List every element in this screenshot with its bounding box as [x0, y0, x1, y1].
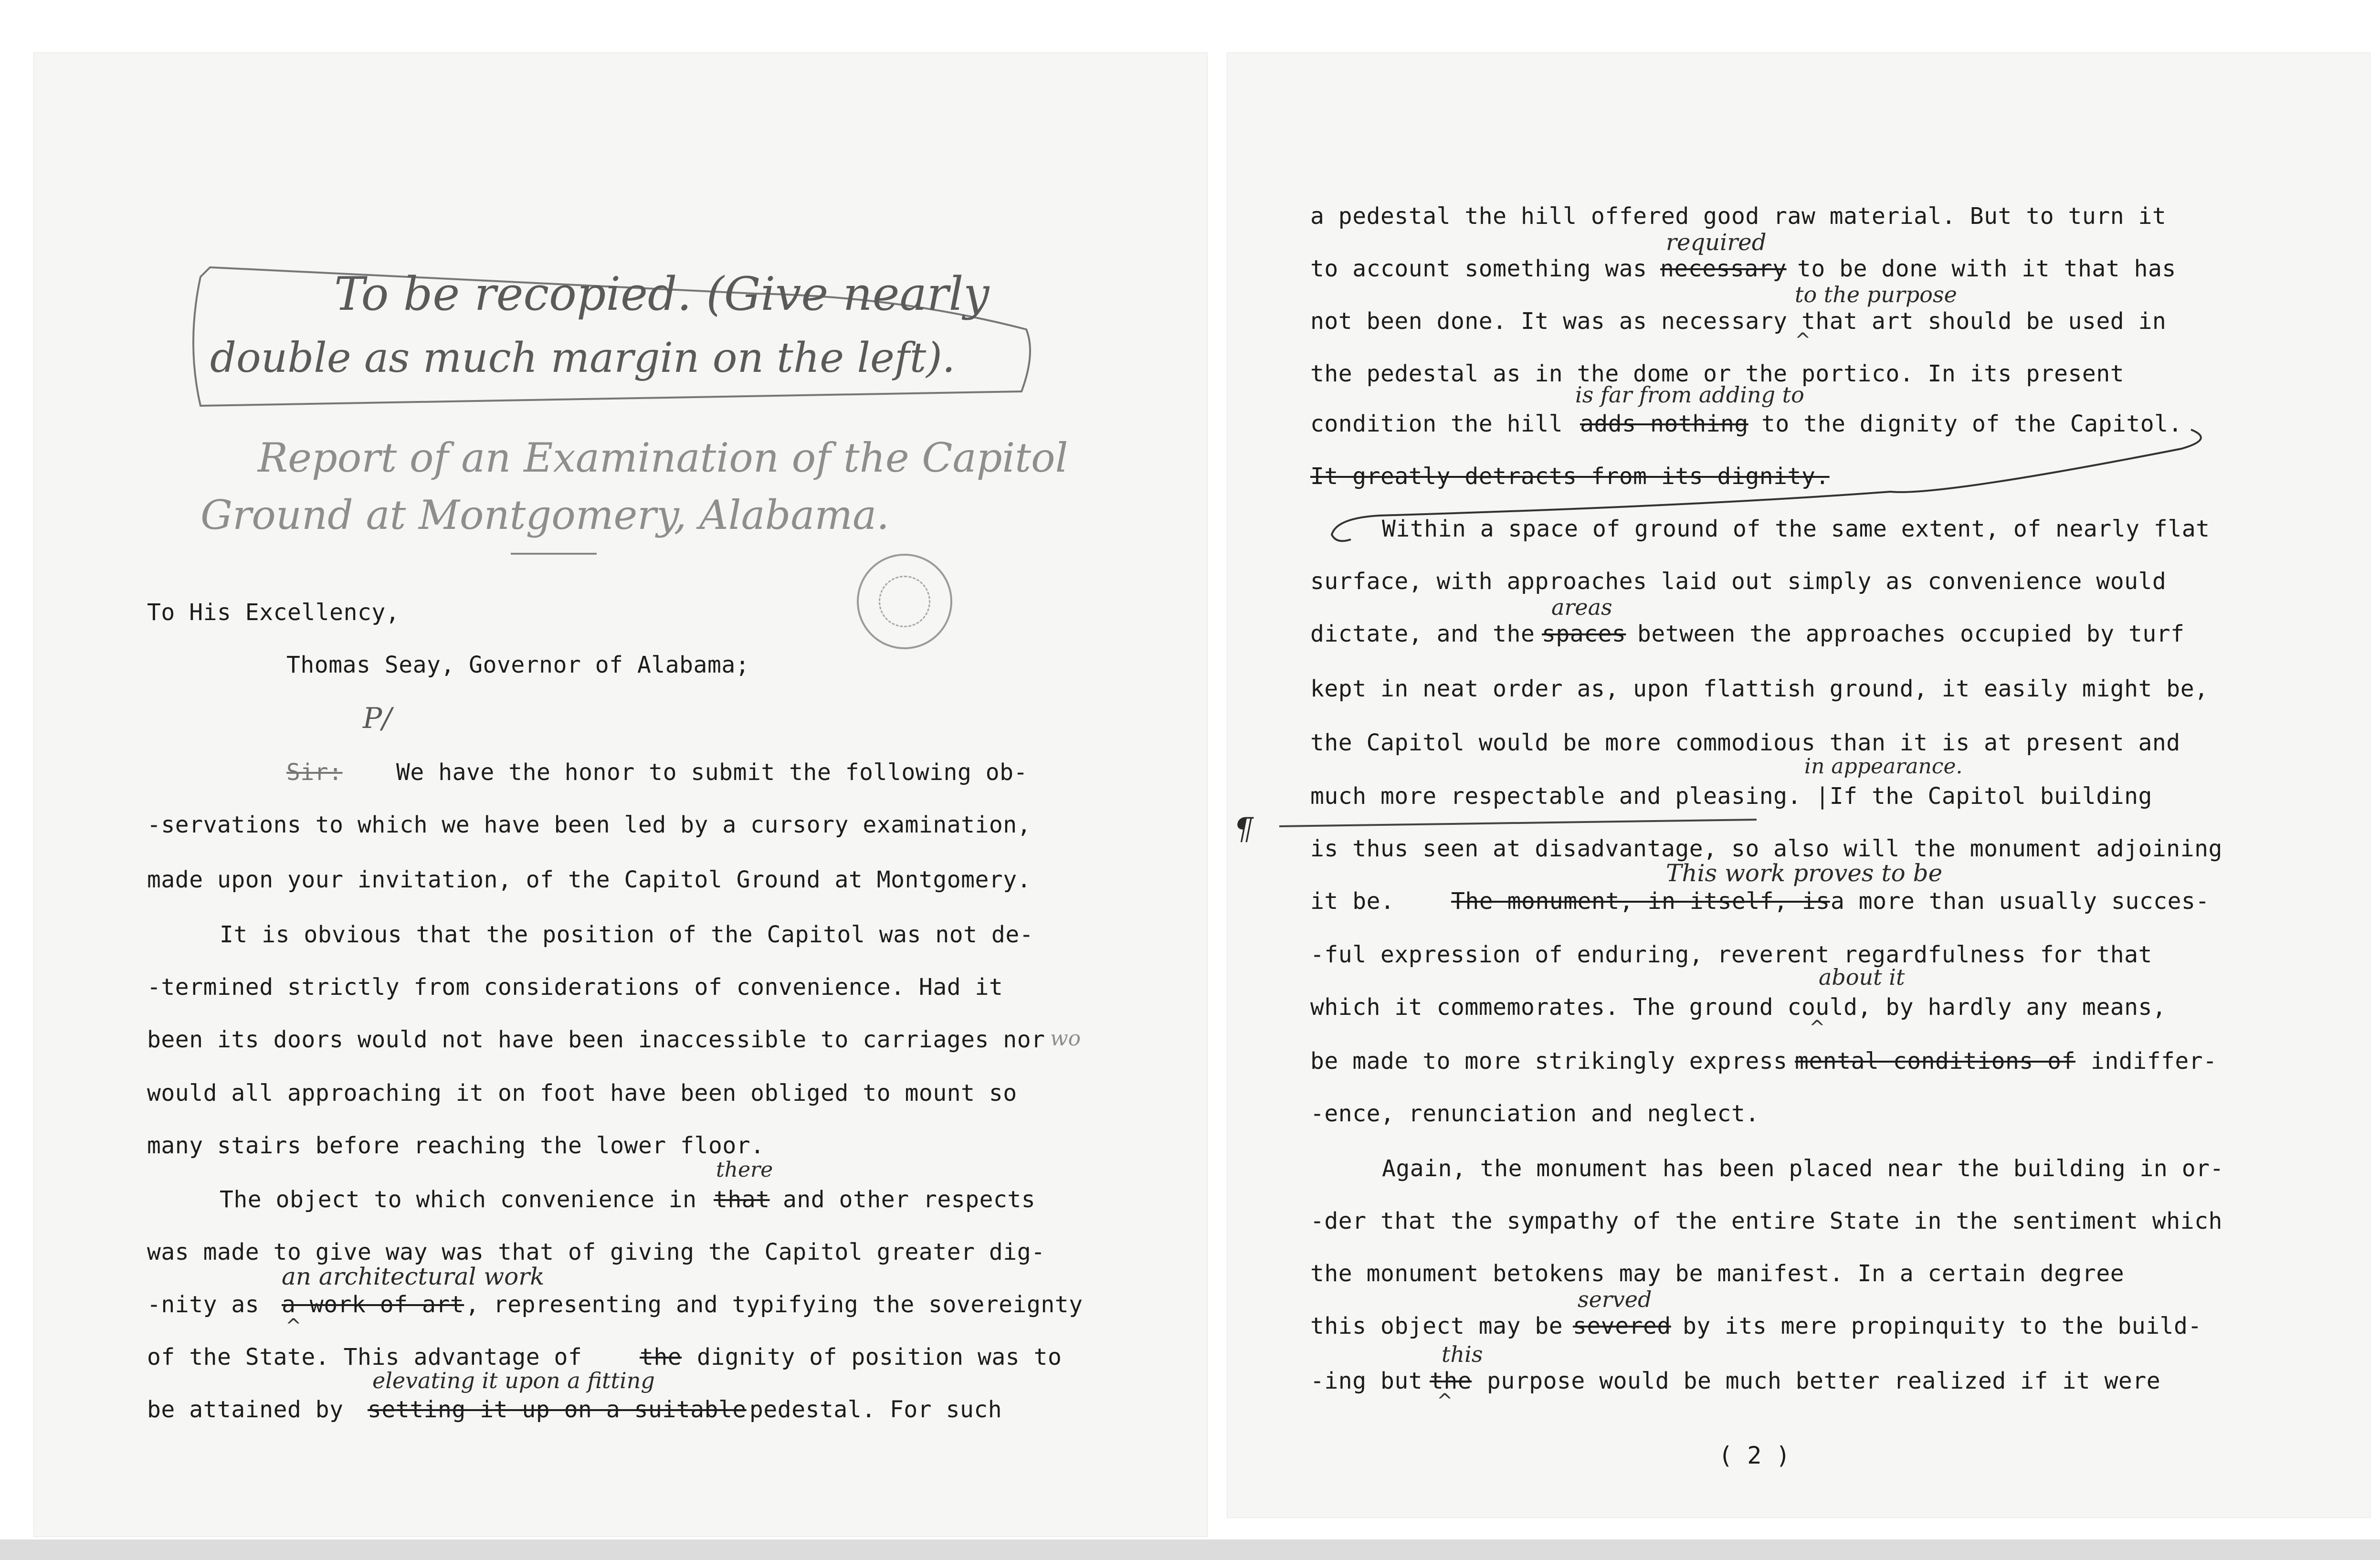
left-line-13a: be attained by [147, 1396, 344, 1423]
left-line-6: been its doors would not have been inaccessible to carriages nor [147, 1026, 1045, 1053]
right-line-17-struck: mental conditions of [1795, 1048, 2075, 1075]
insert-caret: ^ [1809, 1017, 1825, 1039]
insert-in-appearance: in appearance. [1804, 754, 1963, 779]
left-line-12-struck: the [640, 1344, 682, 1370]
right-line-1: a pedestal the hill offered good raw material. But to turn it [1310, 203, 2167, 230]
right-line-3: not been done. It was as necessary that art should be used in [1310, 308, 2167, 335]
right-line-7: Within a space of ground of the same extent, of nearly flat [1382, 516, 2210, 542]
hand-mark-p: P/ [363, 702, 392, 735]
left-line-11-struck: a work of art [282, 1291, 464, 1318]
salutation-name: Thomas Seay, Governor of Alabama; [286, 652, 750, 678]
insert-served: served [1578, 1286, 1652, 1312]
right-line-17b: indiffer- [2091, 1048, 2217, 1075]
left-line-9b: and other respects [783, 1186, 1036, 1213]
left-line-7: would all approaching it on foot have been obliged to mount so [147, 1080, 1017, 1107]
left-line-1: We have the honor to submit the following ob- [396, 759, 1028, 786]
left-line-13-struck: setting it up on a suitable [368, 1396, 747, 1423]
right-line-5b: to the dignity of the Capitol. [1761, 411, 2182, 437]
right-line-4: the pedestal as in the dome or the portico. In its present [1310, 360, 2125, 387]
left-line-2: -servations to which we have been led by a cursory examination, [147, 812, 1032, 838]
right-line-6-struck: It greatly detracts from its dignity. [1310, 463, 1830, 490]
page-number: ( 2 ) [1718, 1442, 1790, 1469]
insert-caret: ^ [1795, 329, 1811, 351]
insert-caret: ^ [285, 1315, 302, 1337]
insert-areas: areas [1551, 594, 1612, 620]
scan-bottom-edge [0, 1539, 2380, 1560]
title-note-line1: Report of an Examination of the Capitol [258, 434, 1068, 481]
left-line-11b: , representing and typifying the sovereignty [465, 1291, 1083, 1318]
insert-to-the-purpose: to the purpose [1795, 282, 1957, 307]
left-line-3: made upon your invitation, of the Capitol Ground at Montgomery. [147, 866, 1032, 893]
insert-this-work: This work proves to be [1666, 859, 1943, 887]
left-line-5: -termined strictly from considerations of convenience. Had it [147, 974, 1003, 1001]
insert-is-far-from-adding: is far from adding to [1575, 382, 1804, 408]
right-line-22-struck: severed [1573, 1313, 1671, 1339]
right-line-14b: a more than usually succes- [1831, 888, 2210, 915]
right-line-9a: dictate, and the [1310, 621, 1535, 647]
right-line-9-struck: spaces [1542, 621, 1626, 647]
margin-paragraph-mark: ¶ [1234, 812, 1253, 847]
title-note-line2: Ground at Montgomery, Alabama. [200, 492, 889, 538]
right-line-23-struck: the [1430, 1368, 1472, 1394]
right-line-17a: be made to more strikingly express [1310, 1048, 1788, 1075]
insert-elevating: elevating it upon a fitting [372, 1368, 655, 1393]
left-line-12a: of the State. This advantage of [147, 1344, 582, 1370]
right-line-14a: it be. [1310, 888, 1395, 915]
title-underline [511, 553, 597, 555]
left-line-12b: dignity of position was to [697, 1344, 1062, 1370]
right-line-23a: -ing but [1310, 1368, 1423, 1394]
right-line-9b: between the approaches occupied by turf [1637, 621, 2185, 647]
library-stamp-icon [857, 554, 952, 649]
left-line-11a: -nity as [147, 1291, 260, 1318]
right-line-5a: condition the hill [1310, 411, 1563, 437]
right-line-18: -ence, renunciation and neglect. [1310, 1100, 1759, 1127]
right-line-22b: by its mere propinquity to the build- [1683, 1313, 2202, 1339]
insert-required: required [1666, 229, 1767, 256]
right-line-12: much more respectable and pleasing. |If the Capitol building [1310, 783, 2152, 810]
recopy-note-line1: To be recopied. (Give nearly [334, 267, 990, 321]
left-line-9a: The object to which convenience in [220, 1186, 697, 1213]
right-line-2b: to be done with it that has [1797, 255, 2176, 282]
right-line-23b: purpose would be much better realized if it were [1487, 1368, 2161, 1394]
right-line-5-struck: adds nothing [1580, 411, 1748, 437]
right-line-16: which it commemorates. The ground could, by hardly any means, [1310, 994, 2167, 1021]
right-line-11: the Capitol would be more commodious than it is at present and [1310, 729, 2180, 756]
insert-architectural-work: an architectural work [282, 1263, 545, 1290]
right-line-2-struck: necessary [1660, 255, 1787, 282]
right-line-10: kept in neat order as, upon flattish ground, it easily might be, [1310, 675, 2209, 702]
insert-caret: ^ [1437, 1390, 1453, 1412]
right-line-13: is thus seen at disadvantage, so also will the monument adjoining [1310, 835, 2222, 862]
right-line-14-struck: The monument, in itself, is [1451, 888, 1830, 915]
margin-mark: wo [1050, 1026, 1081, 1051]
salutation-to: To His Excellency, [147, 599, 400, 626]
right-line-2a: to account something was [1310, 255, 1647, 282]
left-line-4: It is obvious that the position of the Capitol was not de- [220, 921, 1034, 948]
left-line-10: was made to give way was that of giving the Capitol greater dig- [147, 1239, 1045, 1265]
insert-there: there [716, 1158, 773, 1182]
left-line-9-struck: that [714, 1186, 770, 1213]
right-line-22a: this object may be [1310, 1313, 1563, 1339]
insert-about-it: about it [1819, 964, 1905, 990]
left-line-8: many stairs before reaching the lower floor. [147, 1132, 765, 1159]
right-line-15: -ful expression of enduring, reverent regardfulness for that [1310, 941, 2152, 968]
right-line-19: Again, the monument has been placed near the building in or- [1382, 1155, 2224, 1182]
left-line-13b: pedestal. For such [749, 1396, 1002, 1423]
recopy-note-line2: double as much margin on the left). [210, 334, 956, 382]
right-line-21: the monument betokens may be manifest. In a certain degree [1310, 1260, 2125, 1287]
right-line-8: surface, with approaches laid out simply as convenience would [1310, 568, 2167, 595]
right-line-20: -der that the sympathy of the entire State in the sentiment which [1310, 1208, 2222, 1234]
sir-struck: Sir: [286, 759, 343, 786]
insert-this: this [1442, 1341, 1483, 1367]
